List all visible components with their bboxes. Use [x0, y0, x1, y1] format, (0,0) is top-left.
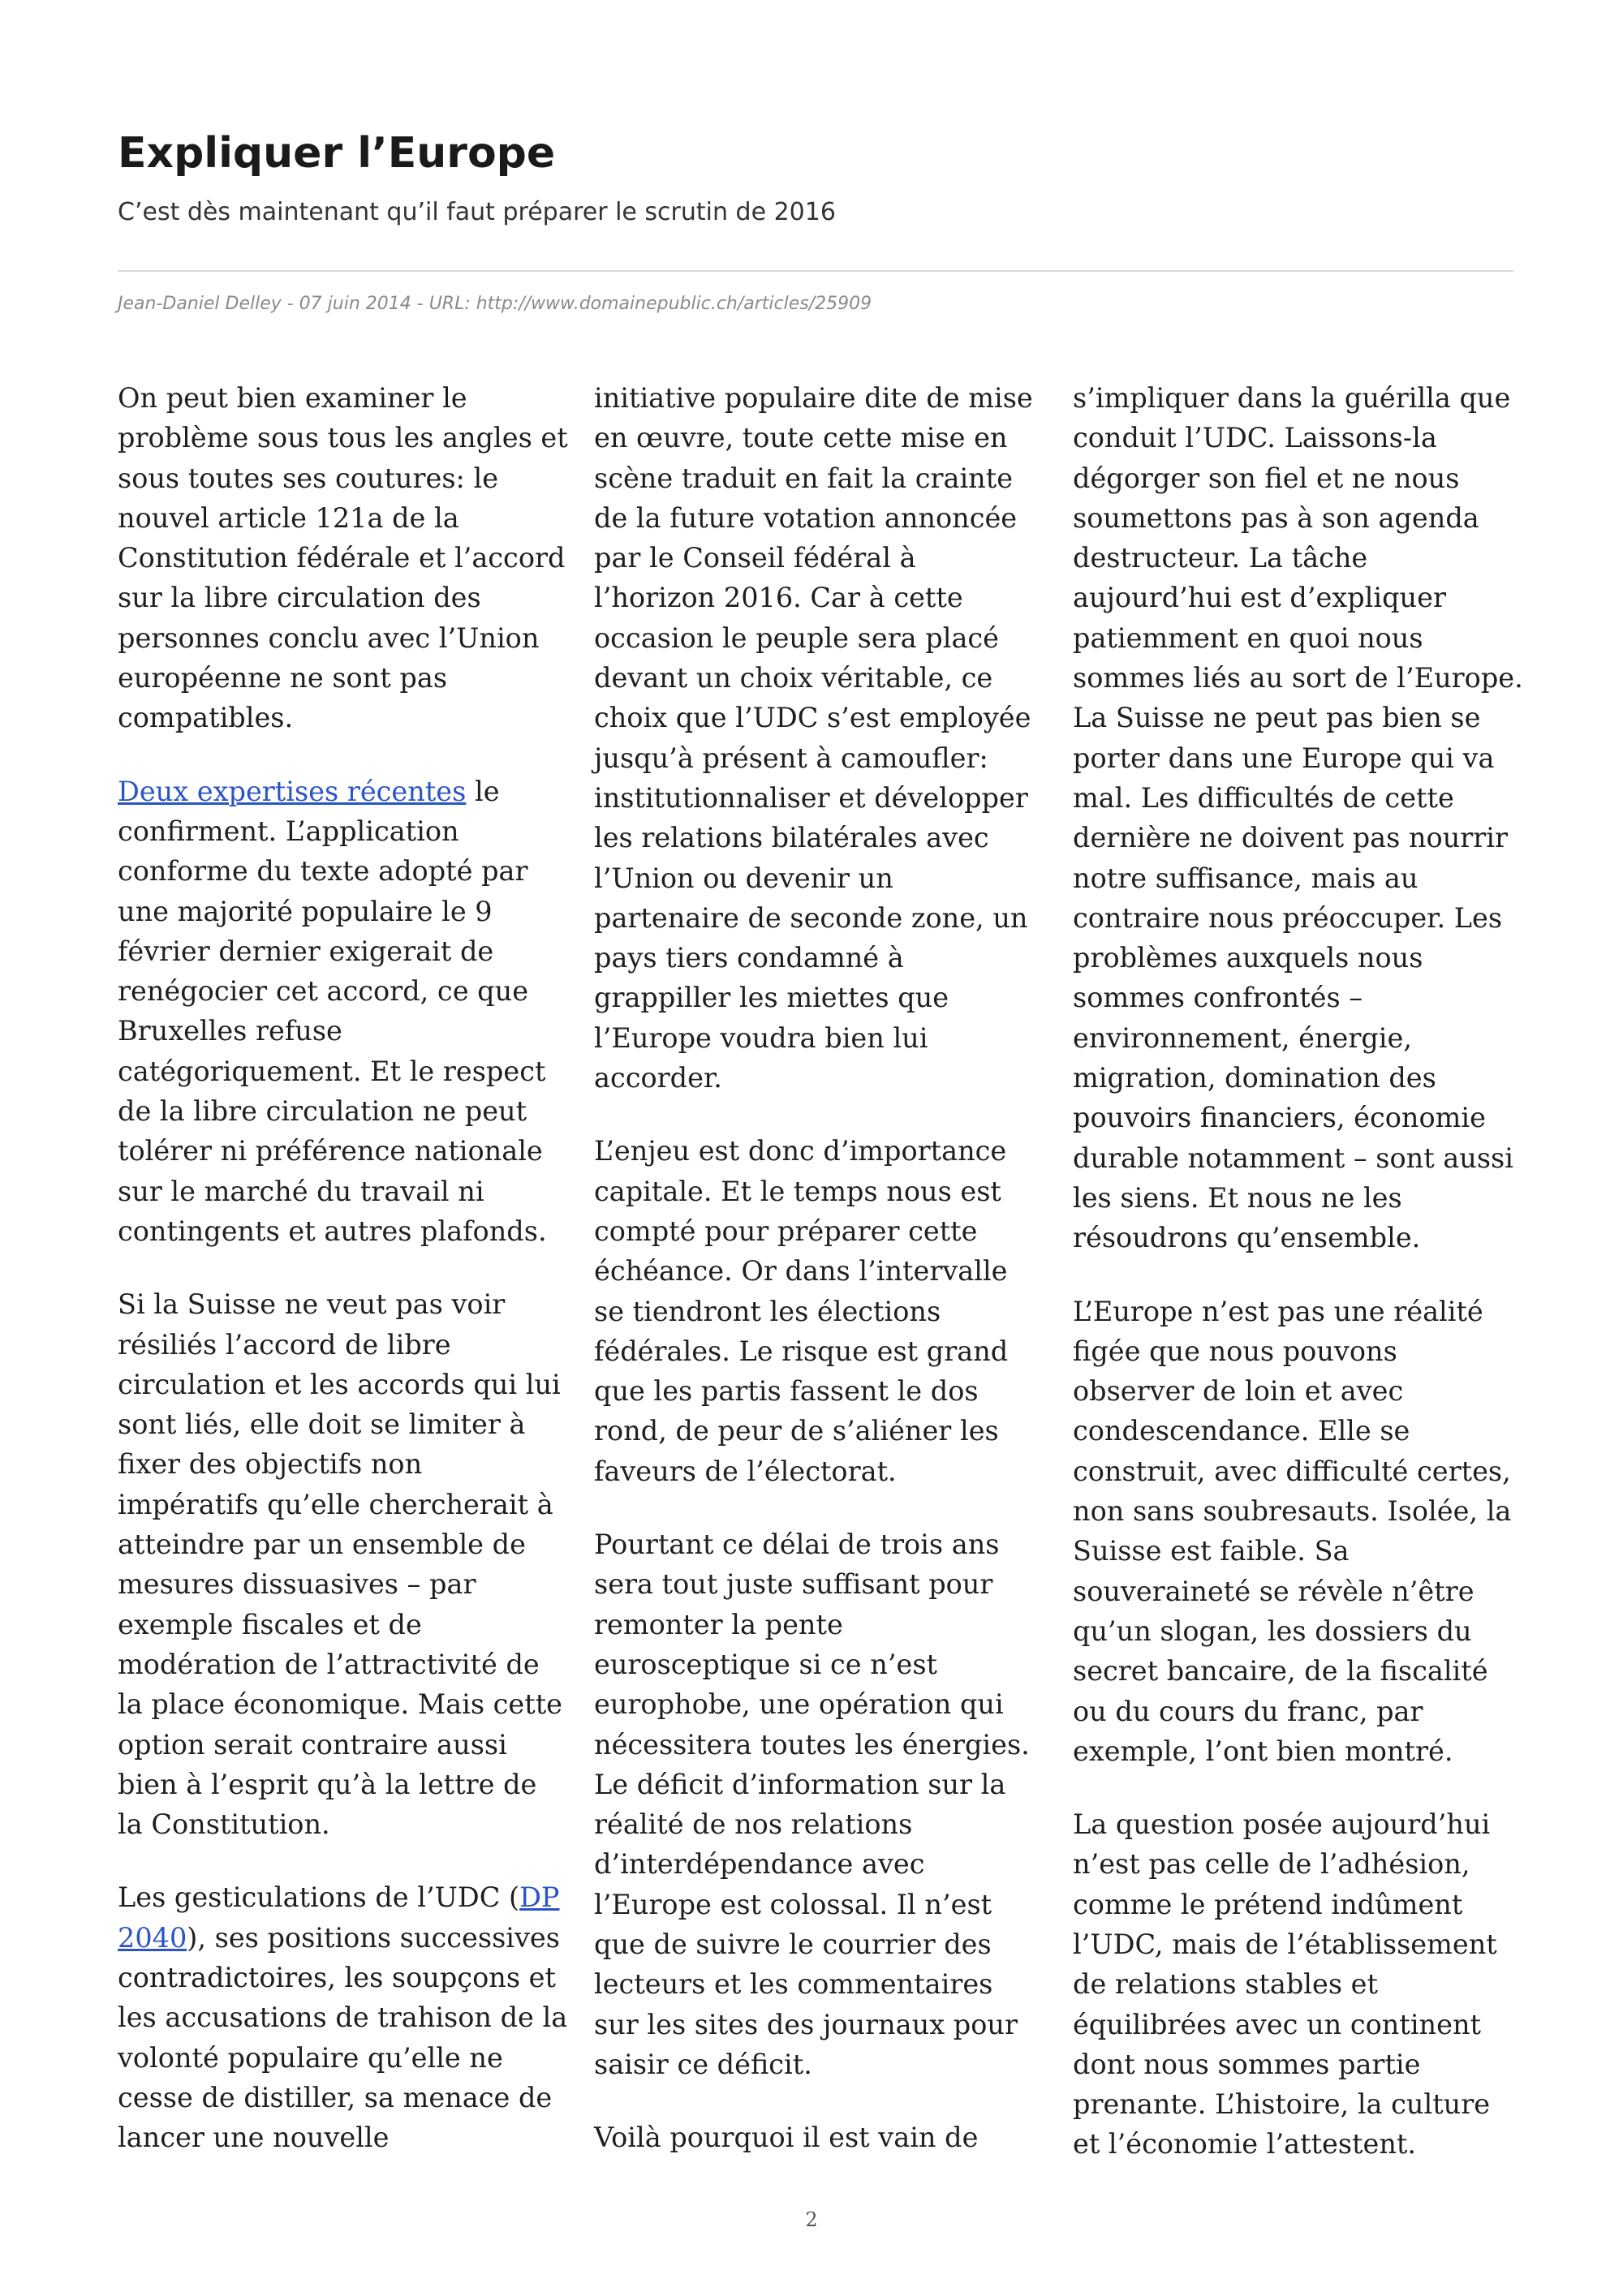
- paragraph-2-text: le confirment. L’application conforme du texte adopté par une majorité populaire le 9 février dernier exigerait de renégocier cet accord, ce que Bruxelles refuse catégoriquement. Et le respect de la libre circulation ne peut tolérer ni préférence nationale sur le marché du travail ni contingents et autres plafonds.: [118, 775, 547, 1247]
- paragraph-4: [118, 1877, 568, 2157]
- expertises-link[interactable]: Deux expertises récentes: [118, 775, 467, 807]
- paragraph-7-continued: s’impliquer dans la guérilla que conduit l’UDC. Laissons-la dégorger son fiel et ne nous soumettons pas à son agenda destructeur. La tâche aujourd’hui est d’expliquer patiemment en quoi nous sommes liés au sort de l’Europe. La Suisse ne peut pas bien se porter dans une Europe qui va mal. Les difficultés de cette dernière ne doivent pas nourrir notre suffisance, mais au contraire nous préoccuper. Les problèmes auxquels nous sommes confrontés – environnement, énergie, migration, domination des pouvoirs financiers, économie durable notamment – sont aussi les siens. Et nous ne les résoudrons qu’ensemble.: [1073, 382, 1523, 1254]
- article-byline: Jean-Daniel Delley - 07 juin 2014 - URL: http://www.domainepublic.ch/articles/25909: [118, 294, 872, 314]
- paragraph-9: La question posée aujourd’hui n’est pas celle de l’adhésion, comme le prétend indûment l’UDC, mais de l’établissement de relations stables et équilibrées avec un continent dont nous sommes partie prenante. L’histoire, la culture et l’économie l’attestent.: [1073, 1808, 1497, 2161]
- paragraph-4-continued: initiative populaire dite de mise en œuvre, toute cette mise en scène traduit en fait la crainte de la future votation annoncée par le Conseil fédéral à l’horizon 2016. Car à cette occasion le peuple sera placé devant un choix véritable, ce choix que l’UDC s’est employée jusqu’à présent à camoufler: institutionnaliser et développer les relations bilatérales avec l’Union ou devenir un partenaire de seconde zone, un pays tiers condamné à grappiller les miettes que l’Europe voudra bien lui accorder.: [594, 382, 1033, 1094]
- full-text-source: [0, 0, 1, 1]
- body-p1: [0, 0, 1, 1]
- article-title: Expliquer l’Europe: [118, 129, 556, 178]
- paragraph-4-text-b: ), ses positions successives contradictoires, les soupçons et les accusations de trahison de la volonté populaire qu’elle ne cesse de distiller, sa menace de lancer une nouvelle: [118, 1921, 568, 2154]
- paragraph-2: [118, 772, 568, 1252]
- paragraph-4-text-a: Les gesticulations de l’UDC (: [118, 1881, 520, 1914]
- text-column-2: [594, 378, 1044, 2191]
- paragraph-8: L’Europe n’est pas une réalité figée que nous pouvons observer de loin et avec condescendance. Elle se construit, avec difficulté certes, non sans soubresauts. Isolée, la Suisse est faible. Sa souveraineté se révèle n’être qu’un slogan, les dossiers du secret bancaire, de la fiscalité ou du cours du franc, par exemple, l’ont bien montré.: [1073, 1295, 1512, 1767]
- dp2040-link[interactable]: DP 2040: [118, 1881, 560, 1954]
- text-column-1: [118, 378, 568, 2191]
- paragraph-6: Pourtant ce délai de trois ans sera tout juste suffisant pour remonter la pente eurosceptique si ce n’est europhobe, une opération qui nécessitera toutes les énergies. Le déficit d’information sur la réalité de nos relations d’interdépendance avec l’Europe est colossal. Il n’est que de suivre le courrier des lecteurs et les commentaires sur les sites des journaux pour saisir ce déficit.: [594, 1529, 1030, 2080]
- paragraph-3: Si la Suisse ne veut pas voir résiliés l’accord de libre circulation et les accords qui lui sont liés, elle doit se limiter à fixer des objectifs non impératifs qu’elle chercherait à atteindre par un ensemble de mesures dissuasives – par exemple fiscales et de modération de l’attractivité de la place économique. Mais cette option serait contraire aussi bien à l’esprit qu’à la lettre de la Constitution.: [118, 1288, 562, 1841]
- header-divider: [118, 270, 1513, 272]
- page-number: 2: [805, 2208, 818, 2231]
- paragraph-7-start: Voilà pourquoi il est vain de: [594, 2122, 979, 2154]
- article-subtitle: C’est dès maintenant qu’il faut préparer le scrutin de 2016: [118, 198, 836, 226]
- paragraph-1: On peut bien examiner le problème sous tous les angles et sous toutes ses coutures: le nouvel article 121a de la Constitution fédérale et l’accord sur la libre circulation des personnes conclu avec l’Union européenne ne sont pas compatibles.: [118, 382, 568, 734]
- paragraph-5: L’enjeu est donc d’importance capitale. Et le temps nous est compté pour préparer cette échéance. Or dans l’intervalle se tiendront les élections fédérales. Le risque est grand que les partis fassent le dos rond, de peur de s’aliéner les faveurs de l’électorat.: [594, 1135, 1009, 1487]
- text-column-3: [1073, 378, 1523, 2198]
